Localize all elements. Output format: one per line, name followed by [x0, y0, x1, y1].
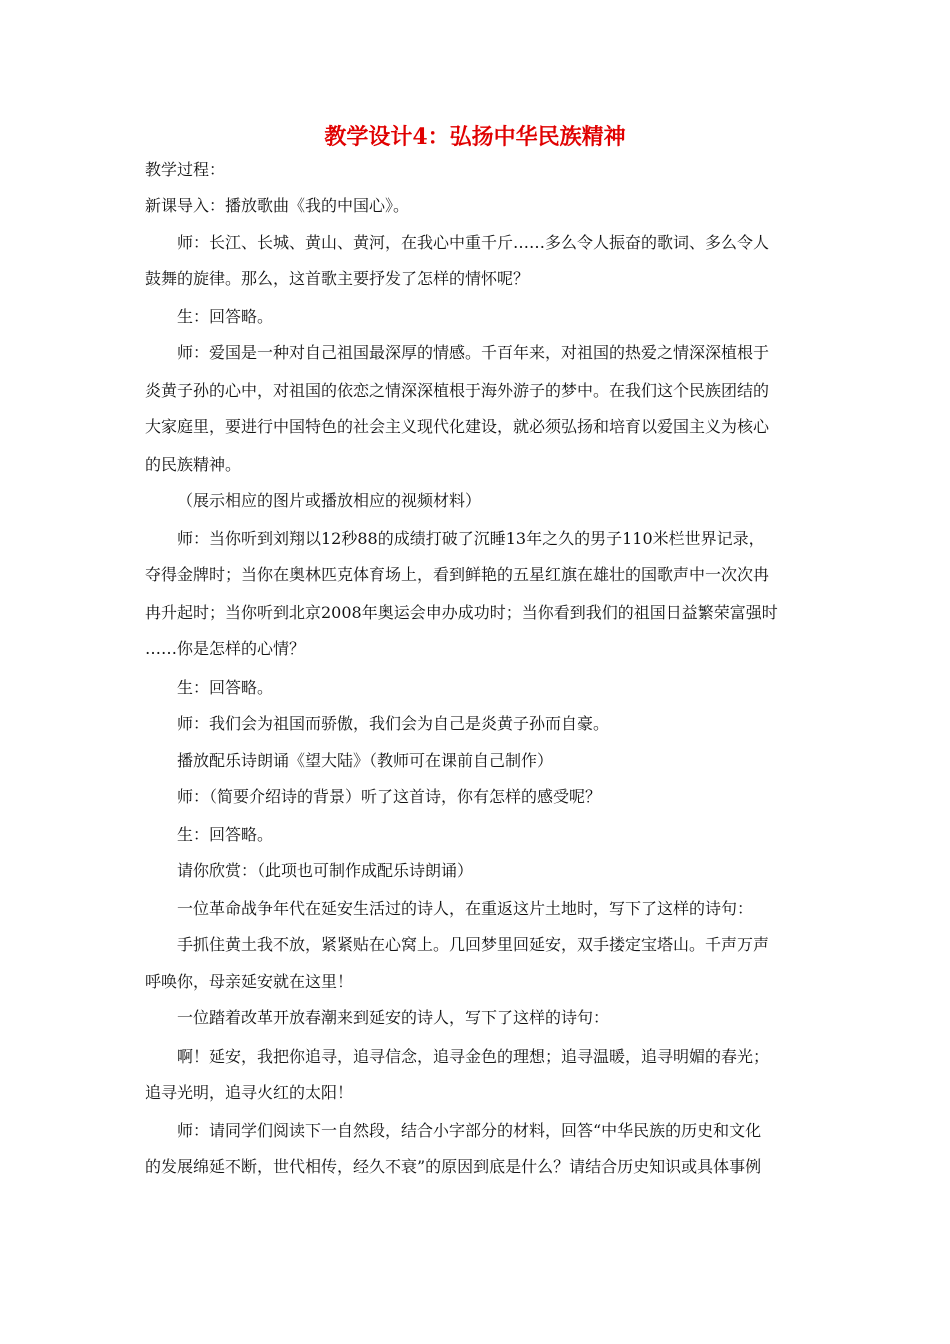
paragraph-line: 师：（简要介绍诗的背景）听了这首诗，你有怎样的感受呢？ [177, 787, 602, 806]
paragraph-line: 一位革命战争年代在延安生活过的诗人，在重返这片土地时，写下了这样的诗句： [177, 899, 754, 918]
paragraph-line: 一位踏着改革开放春潮来到延安的诗人，写下了这样的诗句： [177, 1008, 610, 1027]
paragraph-line: 请你欣赏：（此项也可制作成配乐诗朗诵） [177, 861, 474, 880]
paragraph-line: 啊！延安，我把你追寻，追寻信念，追寻金色的理想；追寻温暖，追寻明媚的春光； [177, 1047, 770, 1066]
paragraph-line: 炎黄子孙的心中，对祖国的依恋之情深深植根于海外游子的梦中。在我们这个民族团结的 [145, 381, 770, 400]
paragraph-line: 大家庭里，要进行中国特色的社会主义现代化建设，就必须弘扬和培育以爱国主义为核心 [145, 417, 770, 436]
paragraph-line: 师：长江、长城、黄山、黄河，在我心中重千斤……多么令人振奋的歌词、多么令人 [177, 233, 770, 252]
paragraph-line: 手抓住黄土我不放，紧紧贴在心窝上。几回梦里回延安，双手搂定宝塔山。千声万声 [177, 935, 770, 954]
paragraph-line: ……你是怎样的心情？ [145, 639, 306, 658]
paragraph-line: 鼓舞的旋律。那么，这首歌主要抒发了怎样的情怀呢？ [145, 269, 530, 288]
paragraph-line: 师：爱国是一种对自己祖国最深厚的情感。千百年来，对祖国的热爱之情深深植根于 [177, 343, 770, 362]
paragraph-line: 师：请同学们阅读下一自然段，结合小字部分的材料，回答“中华民族的历史和文化 [177, 1121, 762, 1140]
paragraph-line: 冉升起时；当你听到北京2008年奥运会申办成功时；当你看到我们的祖国日益繁荣富强时 [145, 603, 778, 622]
paragraph-line: 生：回答略。 [177, 825, 274, 844]
paragraph-line: 师：我们会为祖国而骄傲，我们会为自己是炎黄子孙而自豪。 [177, 714, 610, 733]
paragraph-line: 教学过程： [145, 160, 226, 179]
paragraph-line: 生：回答略。 [177, 307, 274, 326]
paragraph-line: 的民族精神。 [145, 455, 242, 474]
paragraph-line: 追寻光明，追寻火红的太阳！ [145, 1083, 354, 1102]
paragraph-line: 生：回答略。 [177, 678, 274, 697]
paragraph-line: 的发展绵延不断，世代相传，经久不衰”的原因到底是什么？请结合历史知识或具体事例 [145, 1157, 762, 1176]
paragraph-line: 呼唤你，母亲延安就在这里！ [145, 972, 354, 991]
paragraph-line: 新课导入：播放歌曲《我的中国心》。 [145, 196, 410, 215]
paragraph-line: 夺得金牌时；当你在奥林匹克体育场上，看到鲜艳的五星红旗在雄壮的国歌声中一次次冉 [145, 565, 770, 584]
paragraph-line: （展示相应的图片或播放相应的视频材料） [177, 491, 482, 510]
paragraph-line: 师：当你听到刘翔以12秒88的成绩打破了沉睡13年之久的男子110米栏世界记录， [177, 529, 765, 548]
document-title: 教学设计4：弘扬中华民族精神 [324, 124, 626, 150]
paragraph-line: 播放配乐诗朗诵《望大陆》（教师可在课前自己制作） [177, 751, 554, 770]
